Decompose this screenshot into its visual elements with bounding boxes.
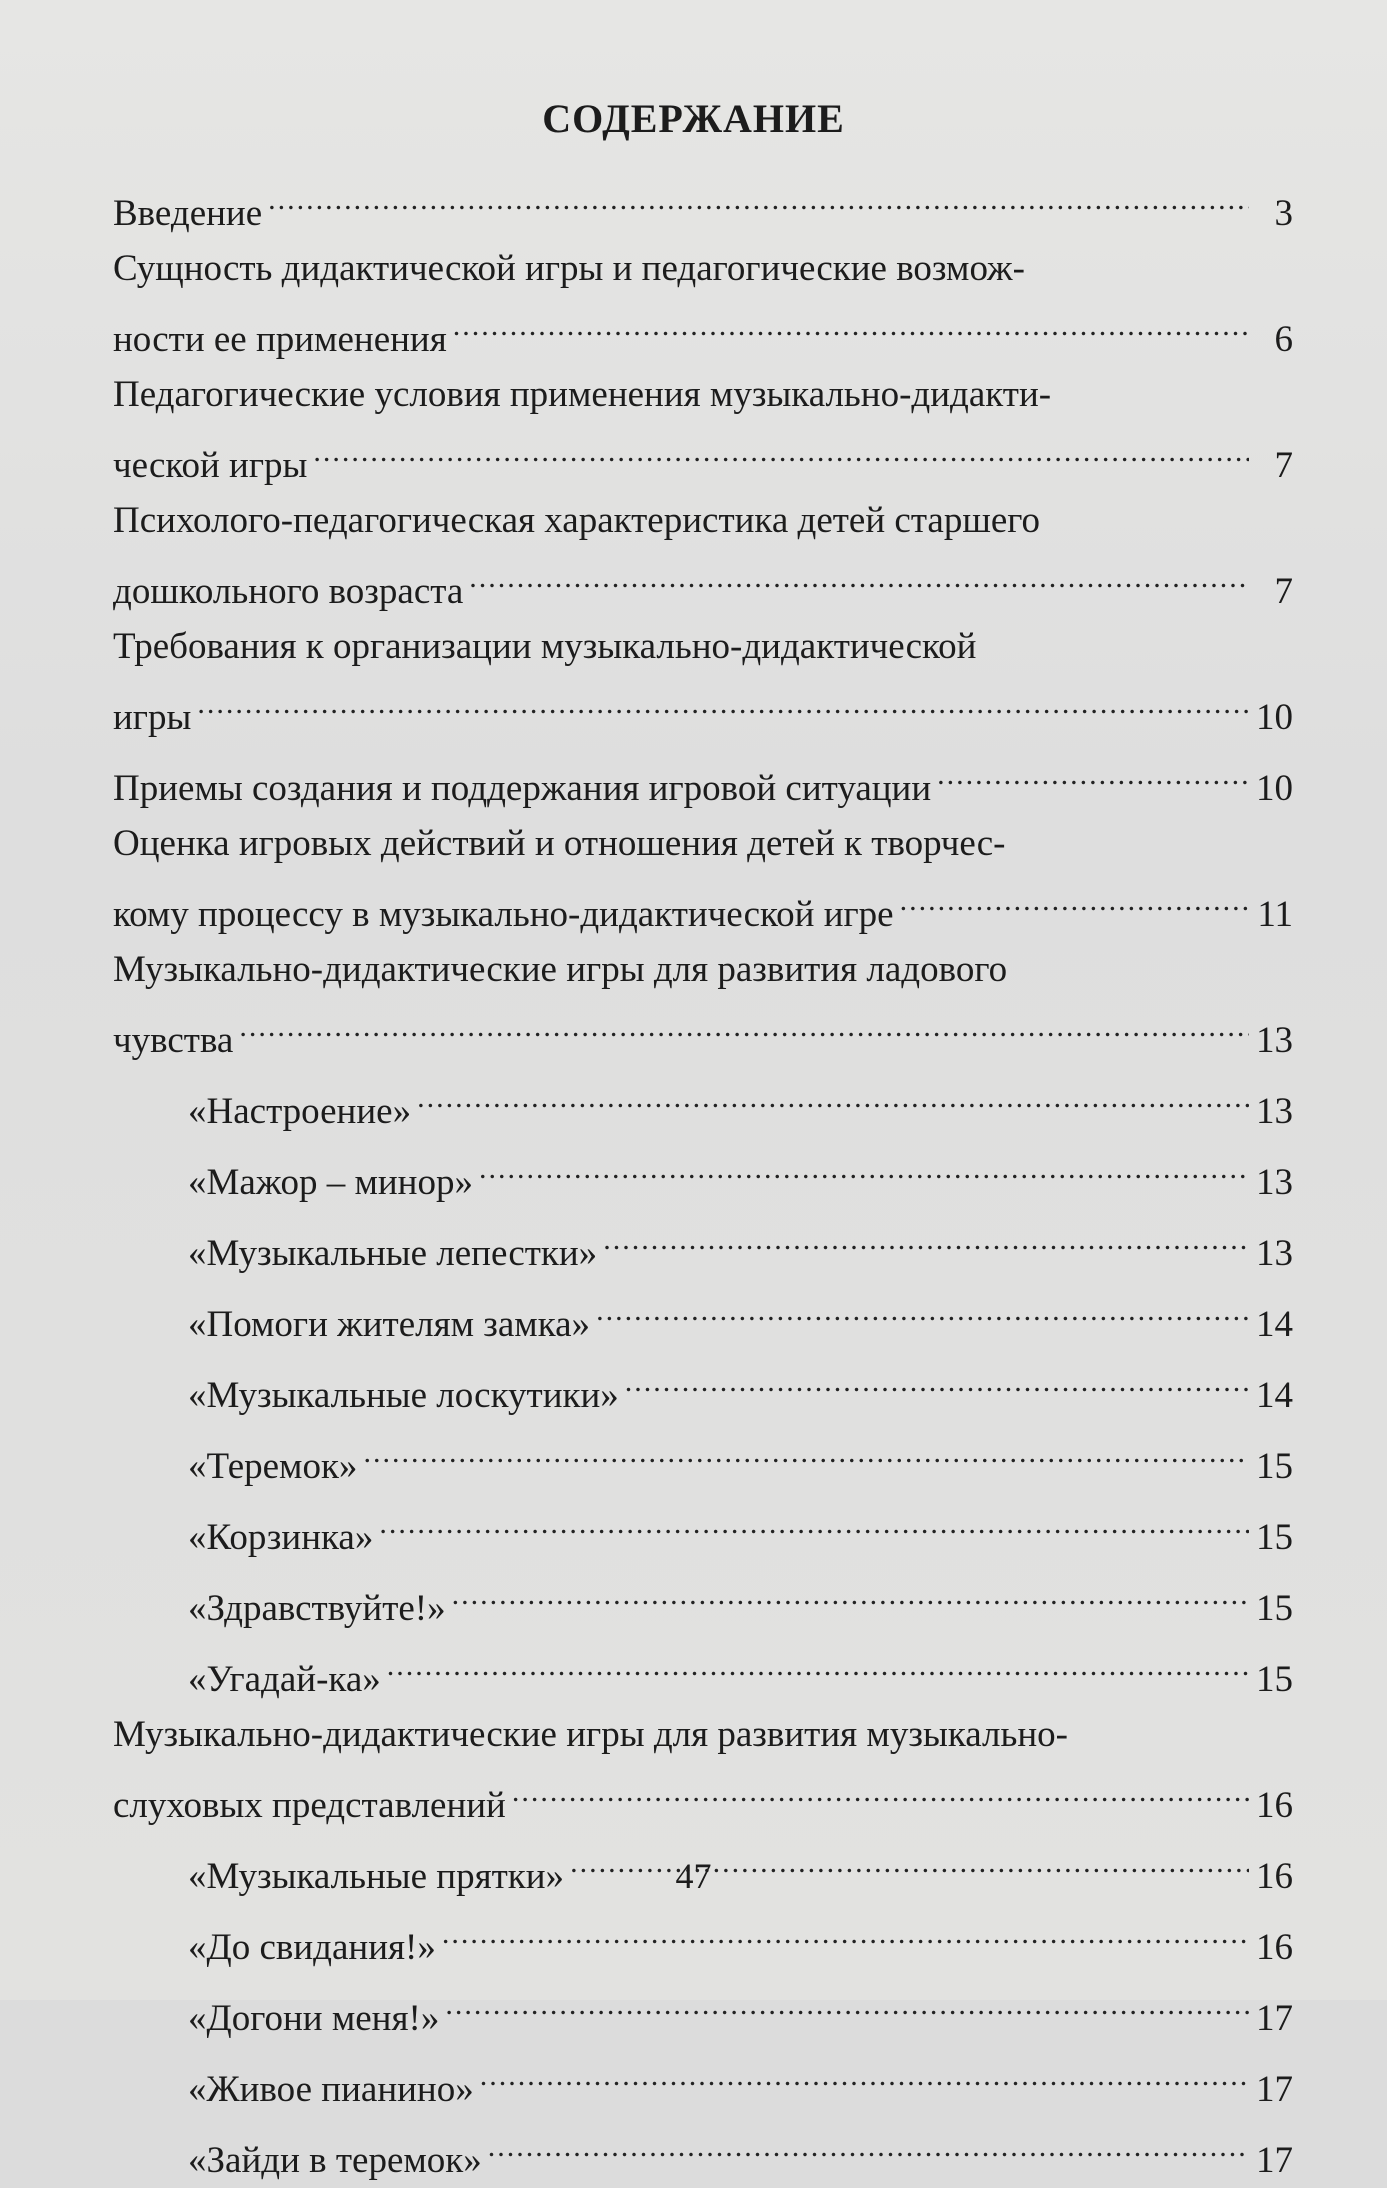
toc-entry-page: 13 [1256, 1233, 1293, 1274]
toc-entry [113, 942, 1293, 1068]
toc-entry [113, 1565, 1293, 1636]
toc-entry-page: 13 [1256, 1162, 1293, 1203]
toc-entry-row [188, 1281, 1293, 1352]
page-title: СОДЕРЖАНИЕ [542, 96, 845, 141]
dot-leader [379, 1494, 1249, 1549]
toc-entry [113, 1707, 1293, 1833]
toc-entry [113, 1281, 1293, 1352]
toc-entry [113, 170, 1293, 241]
toc-entry-page: 10 [1256, 697, 1293, 738]
toc-entry-title-line: Сущность дидактической игры и педагогические возмож- [113, 248, 1025, 289]
toc-entry-row [188, 1139, 1293, 1210]
toc-entry-title-line: «Настроение» [188, 1091, 412, 1132]
toc-entry-title-line: дошкольного возраста [113, 571, 464, 612]
dot-leader [239, 997, 1249, 1052]
toc-entry-row [188, 1975, 1293, 2046]
toc-entry-title-line: Психолого-педагогическая характеристика детей старшего [113, 500, 1041, 541]
toc-entry-row [113, 170, 1293, 241]
toc-entry-row [113, 674, 1293, 745]
toc-entry [113, 1904, 1293, 1975]
toc-entry-title-line: Введение [113, 193, 263, 234]
dot-leader [480, 2046, 1249, 2101]
dot-leader [469, 548, 1249, 603]
toc-entry-row [188, 1068, 1293, 1139]
dot-leader [596, 1281, 1249, 1336]
dot-leader [363, 1423, 1249, 1478]
toc-entry-title-line: Требования к организации музыкально-дидактической [113, 626, 977, 667]
toc-entry-page: 17 [1256, 1998, 1293, 2039]
toc-entry-page: 17 [1256, 2069, 1293, 2110]
toc-entry [113, 367, 1293, 493]
dot-leader [479, 1139, 1249, 1194]
toc-entry-page: 15 [1256, 1446, 1293, 1487]
dot-leader [900, 871, 1249, 926]
toc-entry [113, 1975, 1293, 2046]
dot-leader [453, 296, 1249, 351]
toc-entry-row [113, 997, 1293, 1068]
toc-entry-title-line: Педагогические условия применения музыкально-дидакти- [113, 374, 1052, 415]
toc-entry-page: 7 [1274, 571, 1293, 612]
dot-leader [387, 1636, 1249, 1691]
toc-entry-row [188, 1636, 1293, 1707]
toc-entry-title-line: «Зайди в теремок» [188, 2140, 482, 2181]
toc-entry-row [113, 1762, 1293, 1833]
toc-entry-page: 16 [1256, 1927, 1293, 1968]
toc-entry [113, 1423, 1293, 1494]
toc-entry-title-line: кому процессу в музыкально-дидактической игре [113, 894, 894, 935]
toc-entry-title-line: Приемы создания и поддержания игровой ситуации [113, 768, 932, 809]
toc-entry-title-line: «До свидания!» [188, 1927, 436, 1968]
page-number: 47 [675, 1856, 712, 1896]
dot-leader [625, 1352, 1249, 1407]
toc-entry-title-line: «Музыкальные лепестки» [188, 1233, 598, 1274]
toc-entry [113, 1636, 1293, 1707]
toc-entry [113, 2117, 1293, 2188]
toc-entry-row [188, 1565, 1293, 1636]
toc-entry-title-line: Музыкально-дидактические игры для развития музыкально- [113, 1714, 1068, 1755]
toc-entry [113, 1352, 1293, 1423]
toc-entry-row [188, 1352, 1293, 1423]
dot-leader [937, 745, 1249, 800]
toc-entry-page: 7 [1274, 445, 1293, 486]
toc-entry-page: 17 [1256, 2140, 1293, 2181]
dot-leader [452, 1565, 1249, 1620]
toc-entry [113, 619, 1293, 745]
toc-entry-title-line: «Догони меня!» [188, 1998, 440, 2039]
toc-entry [113, 816, 1293, 942]
toc-entry [113, 1139, 1293, 1210]
toc-entry-row [188, 2117, 1293, 2188]
toc-entry-page: 13 [1256, 1091, 1293, 1132]
dot-leader [603, 1210, 1249, 1265]
toc-entry-title-line: «Угадай-ка» [188, 1659, 381, 1700]
toc-entry-page: 13 [1256, 1020, 1293, 1061]
toc-entry-row [113, 745, 1293, 816]
toc-entry-title-line: «Музыкальные лоскутики» [188, 1375, 619, 1416]
toc-entry-title-line: Музыкально-дидактические игры для развития ладового [113, 949, 1008, 990]
toc-entry-title-line: «Живое пианино» [188, 2069, 474, 2110]
toc-entry-row [113, 296, 1293, 367]
toc-entry-page: 14 [1256, 1304, 1293, 1345]
toc-entry-row [113, 548, 1293, 619]
toc-entry-row [188, 1423, 1293, 1494]
toc-entry-title-line: «Музыкальные прятки» [188, 1856, 565, 1897]
toc-entry [113, 2046, 1293, 2117]
toc-entry-row [188, 1210, 1293, 1281]
toc-entry [113, 1210, 1293, 1281]
toc-entry-title-line: слуховых представлений [113, 1785, 506, 1826]
toc-entry-page: 16 [1256, 1785, 1293, 1826]
toc-entry-page: 15 [1256, 1588, 1293, 1629]
dot-leader [512, 1762, 1249, 1817]
toc-entry-title-line: чувства [113, 1020, 234, 1061]
toc-entry-page: 6 [1274, 319, 1293, 360]
toc-entry-title-line: ческой игры [113, 445, 308, 486]
toc-entry-title-line: ности ее применения [113, 319, 447, 360]
toc-entry-page: 11 [1257, 894, 1293, 935]
toc-entry-title-line: «Здравствуйте!» [188, 1588, 446, 1629]
dot-leader [417, 1068, 1249, 1123]
toc-entry-title-line: Оценка игровых действий и отношения детей к творчес- [113, 823, 1006, 864]
toc-entry-title-line: «Корзинка» [188, 1517, 374, 1558]
toc-entry [113, 1068, 1293, 1139]
dot-leader [488, 2117, 1249, 2172]
dot-leader [442, 1904, 1249, 1959]
toc-entry-row [188, 1494, 1293, 1565]
toc-entry-page: 16 [1256, 1856, 1293, 1897]
toc-entry [113, 745, 1293, 816]
toc-entry [113, 1494, 1293, 1565]
toc-entry-row [113, 422, 1293, 493]
toc-entry-row [188, 2046, 1293, 2117]
dot-leader [268, 170, 1249, 225]
toc-entry-title-line: «Помоги жителям замка» [188, 1304, 591, 1345]
toc-entry-page: 15 [1256, 1517, 1293, 1558]
toc-entry-title-line: игры [113, 697, 192, 738]
dot-leader [313, 422, 1249, 477]
toc-entry-row [113, 871, 1293, 942]
dot-leader [197, 674, 1249, 729]
toc-entry-page: 3 [1274, 193, 1293, 234]
toc-entry-title-line: «Теремок» [188, 1446, 358, 1487]
toc-entry-row [188, 1904, 1293, 1975]
toc-entry-title-line: «Мажор – минор» [188, 1162, 473, 1203]
toc-entry-page: 15 [1256, 1659, 1293, 1700]
toc-entry [113, 241, 1293, 367]
toc-entry-page: 14 [1256, 1375, 1293, 1416]
dot-leader [445, 1975, 1249, 2030]
toc-entry-page: 10 [1256, 768, 1293, 809]
toc-entry [113, 493, 1293, 619]
